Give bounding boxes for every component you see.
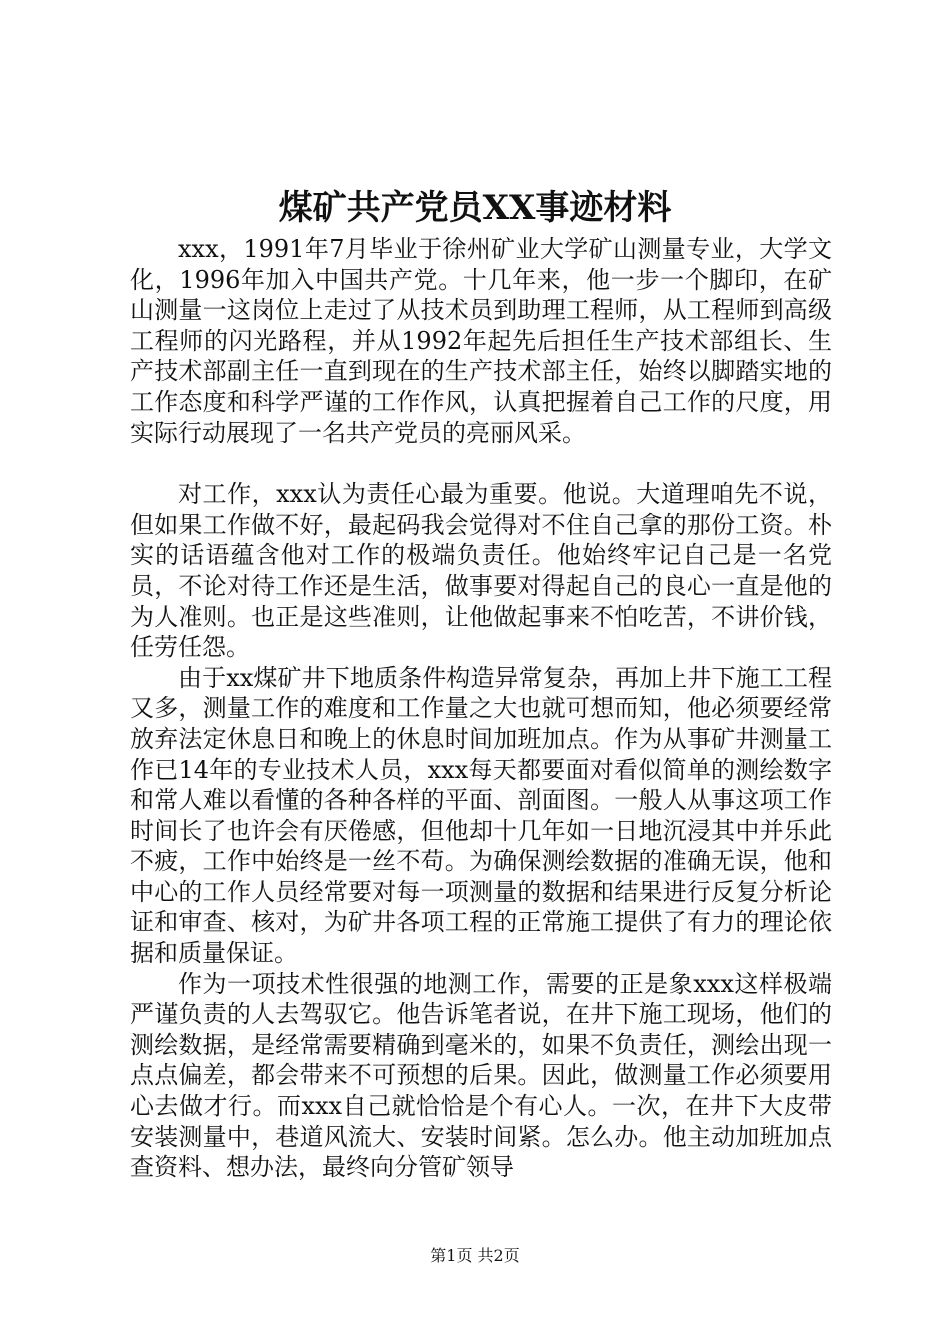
paragraph-3: 由于xx煤矿井下地质条件构造异常复杂，再加上井下施工工程又多，测量工作的难度和工作量之大也就可想而知，他必须要经常放弃法定休息日和晚上的休息时间加班加点。作为从事矿井测量工作已14年的专业技术人员，xxx每天都要面对看似简单的测绘数字和常人难以看懂的各种各样的平面、剖面图。一般人从事这项工作时间长了也许会有厌倦感，但他却十几年如一日地沉浸其中并乐此不疲，工作中始终是一丝不苟。为确保测绘数据的准确无误，他和中心的工作人员经常要对每一项测量的数据和结果进行反复分析论证和审查、核对，为矿井各项工程的正常施工提供了有力的理论依据和质量保证。 <box>130 663 832 968</box>
document-title: 煤矿共产党员XX事迹材料 <box>278 188 672 228</box>
paragraph-1: xxx，1991年7月毕业于徐州矿业大学矿山测量专业，大学文化，1996年加入中国共产党。十几年来，他一步一个脚印，在矿山测量一这岗位上走过了从技术员到助理工程师，从工程师到高级工程师的闪光路程，并从1992年起先后担任生产技术部组长、生产技术部副主任一直到现在的生产技术部主任，始终以脚踏实地的工作态度和科学严谨的工作作风，认真把握着自己工作的尺度，用实际行动展现了一名共产党员的亮丽风采。 <box>130 235 832 447</box>
page-footer: 第1页 共2页 <box>430 1246 520 1265</box>
document-body <box>130 234 832 1183</box>
paragraph-2: 对工作，xxx认为责任心最为重要。他说。大道理咱先不说，但如果工作做不好，最起码我会觉得对不住自己拿的那份工资。朴实的话语蕴含他对工作的极端负责任。他始终牢记自己是一名党员，不论对待工作还是生活，做事要对得起自己的良心一直是他的为人准则。也正是这些准则，让他做起事来不怕吃苦，不讲价钱，任劳任怨。 <box>130 480 832 662</box>
paragraph-4: 作为一项技术性很强的地测工作，需要的正是象xxx这样极端严谨负责的人去驾驭它。他告诉笔者说，在井下施工现场，他们的测绘数据，是经常需要精确到毫米的，如果不负责任，测绘出现一点点偏差，都会带来不可预想的后果。因此，做测量工作必须要用心去做才行。而xxx自己就恰恰是个有心人。一次，在井下大皮带安装测量中，巷道风流大、安装时间紧。怎么办。他主动加班加点查资料、想办法，最终向分管矿领导 <box>130 969 832 1182</box>
